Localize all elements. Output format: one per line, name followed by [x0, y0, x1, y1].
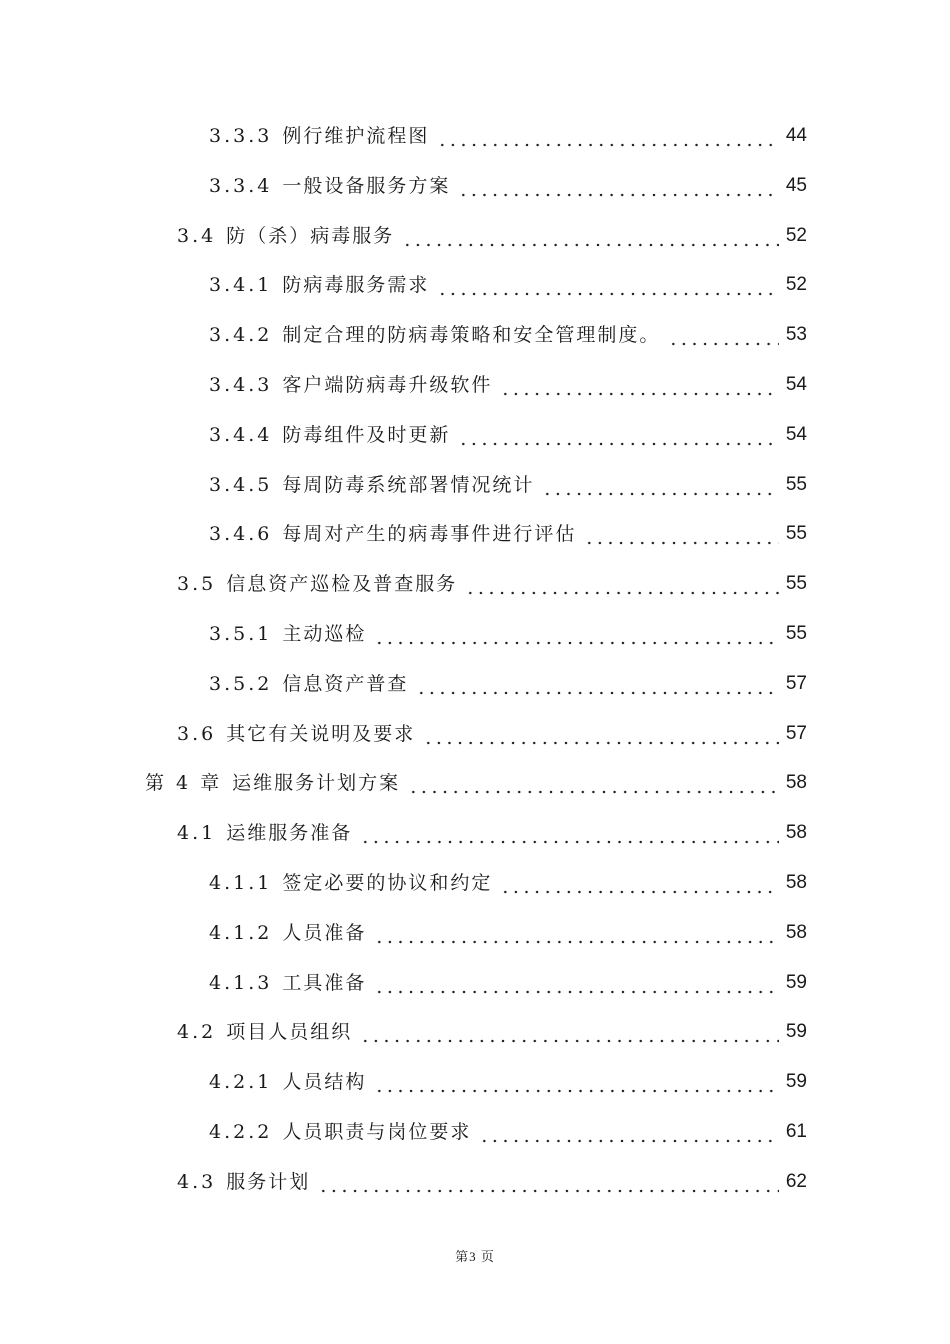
toc-dot-leader	[437, 270, 779, 300]
toc-entry-page-number: 58	[785, 872, 807, 893]
toc-entry-page-number: 62	[785, 1171, 807, 1192]
toc-entry-number: 第 4 章	[145, 772, 223, 794]
toc-entry[interactable]	[145, 768, 807, 798]
toc-dot-leader	[360, 1017, 779, 1047]
toc-entry[interactable]	[209, 669, 807, 699]
toc-entry[interactable]	[177, 719, 807, 749]
toc-entry-page-number: 59	[785, 1071, 807, 1092]
toc-entry-number: 3.4.6	[209, 523, 273, 545]
toc-entry[interactable]	[177, 569, 807, 599]
toc-entry-page-number: 57	[785, 723, 807, 744]
toc-entry-number: 4.1	[177, 822, 217, 844]
toc-entry-title: 项目人员组织	[226, 1021, 353, 1043]
toc-entry-page-number: 58	[785, 772, 807, 793]
toc-entry-title: 签定必要的协议和约定	[282, 872, 493, 894]
toc-entry[interactable]	[177, 818, 807, 848]
toc-entry[interactable]	[177, 221, 807, 251]
toc-entry-number: 3.6	[177, 723, 217, 745]
toc-entry-page-number: 54	[785, 424, 807, 445]
toc-dot-leader	[374, 918, 779, 948]
toc-entry-number: 3.4.5	[209, 474, 273, 496]
toc-entry-title: 人员职责与岗位要求	[282, 1121, 472, 1143]
toc-entry-page-number: 53	[785, 324, 807, 345]
toc-entry[interactable]	[209, 519, 807, 549]
toc-entry-page-number: 59	[785, 1021, 807, 1042]
toc-entry-title: 主动巡检	[282, 623, 367, 645]
toc-entry-title: 防（杀）病毒服务	[226, 225, 395, 247]
toc-entry[interactable]	[209, 420, 807, 450]
toc-entry-title: 人员准备	[282, 922, 367, 944]
toc-entry[interactable]	[177, 1167, 807, 1197]
toc-entry-number: 3.4.4	[209, 424, 273, 446]
toc-dot-leader	[500, 868, 779, 898]
toc-entry-title: 信息资产普查	[282, 673, 409, 695]
toc-entry[interactable]	[209, 171, 807, 201]
toc-entry-page-number: 44	[785, 125, 807, 146]
toc-entry[interactable]	[209, 918, 807, 948]
toc-entry-number: 3.5.2	[209, 673, 273, 695]
toc-entry[interactable]	[209, 619, 807, 649]
toc-entry-number: 3.4	[177, 225, 217, 247]
toc-entry-title: 每周对产生的病毒事件进行评估	[282, 523, 577, 545]
toc-entry-title: 客户端防病毒升级软件	[282, 374, 493, 396]
toc-entry-title: 人员结构	[282, 1071, 367, 1093]
toc-entry[interactable]	[209, 868, 807, 898]
toc-dot-leader	[500, 370, 779, 400]
toc-dot-leader	[402, 221, 779, 251]
toc-entry-title: 制定合理的防病毒策略和安全管理制度。	[282, 324, 661, 346]
toc-entry[interactable]	[209, 1117, 807, 1147]
toc-dot-leader	[374, 619, 779, 649]
toc-entry[interactable]	[209, 1067, 807, 1097]
toc-entry-number: 4.3	[177, 1171, 217, 1193]
toc-entry-title: 工具准备	[282, 972, 367, 994]
toc-entry-page-number: 52	[785, 225, 807, 246]
toc-dot-leader	[408, 768, 779, 798]
toc-entry-title: 运维服务计划方案	[232, 772, 401, 794]
toc-entry-number: 3.4.1	[209, 274, 273, 296]
toc-dot-leader	[437, 121, 779, 151]
toc-entry[interactable]	[209, 270, 807, 300]
toc-entry-page-number: 54	[785, 374, 807, 395]
page-number-label: 第3 页	[455, 1249, 495, 1264]
toc-entry-title: 例行维护流程图	[282, 125, 430, 147]
toc-dot-leader	[458, 171, 779, 201]
toc-dot-leader	[458, 420, 779, 450]
toc-entry-page-number: 52	[785, 274, 807, 295]
toc-entry-title: 其它有关说明及要求	[226, 723, 416, 745]
toc-entry-title: 信息资产巡检及普查服务	[226, 573, 458, 595]
toc-entry-page-number: 55	[785, 623, 807, 644]
toc-entry-number: 3.3.4	[209, 175, 273, 197]
toc-dot-leader	[374, 968, 779, 998]
toc-dot-leader	[423, 719, 779, 749]
toc-entry-page-number: 58	[785, 922, 807, 943]
toc-entry[interactable]	[209, 370, 807, 400]
toc-entry-title: 防毒组件及时更新	[282, 424, 451, 446]
toc-entry[interactable]	[209, 320, 807, 350]
toc-dot-leader	[360, 818, 779, 848]
toc-entry[interactable]	[209, 470, 807, 500]
toc-dot-leader	[668, 320, 779, 350]
toc-entry-number: 3.3.3	[209, 125, 273, 147]
toc-entry-title: 每周防毒系统部署情况统计	[282, 474, 535, 496]
toc-entry-number: 4.2	[177, 1021, 217, 1043]
toc-entry-number: 4.1.1	[209, 872, 273, 894]
toc-dot-leader	[542, 470, 779, 500]
toc-dot-leader	[584, 519, 779, 549]
toc-entry-number: 4.2.1	[209, 1071, 273, 1093]
toc-entry-number: 4.1.3	[209, 972, 273, 994]
toc-entry-page-number: 57	[785, 673, 807, 694]
toc-entry-page-number: 58	[785, 822, 807, 843]
page-footer	[0, 1246, 950, 1265]
toc-dot-leader	[318, 1167, 779, 1197]
toc-entry-page-number: 45	[785, 175, 807, 196]
toc-entry-title: 一般设备服务方案	[282, 175, 451, 197]
toc-entry-number: 4.2.2	[209, 1121, 273, 1143]
toc-dot-leader	[416, 669, 779, 699]
toc-dot-leader	[465, 569, 779, 599]
toc-entry-page-number: 55	[785, 474, 807, 495]
toc-dot-leader	[479, 1117, 779, 1147]
toc-entry-number: 4.1.2	[209, 922, 273, 944]
toc-entry-title: 运维服务准备	[226, 822, 353, 844]
toc-entry-number: 3.4.3	[209, 374, 273, 396]
toc-entry-number: 3.4.2	[209, 324, 273, 346]
toc-entry-title: 防病毒服务需求	[282, 274, 430, 296]
toc-entry[interactable]	[209, 121, 807, 151]
toc-entry-page-number: 61	[785, 1121, 807, 1142]
toc-entry[interactable]	[209, 968, 807, 998]
toc-entry-number: 3.5.1	[209, 623, 273, 645]
toc-entry-title: 服务计划	[226, 1171, 311, 1193]
toc-entry[interactable]	[177, 1017, 807, 1047]
toc-entry-page-number: 55	[785, 573, 807, 594]
toc-entry-page-number: 59	[785, 972, 807, 993]
toc-entry-page-number: 55	[785, 523, 807, 544]
toc-entry-number: 3.5	[177, 573, 217, 595]
toc-dot-leader	[374, 1067, 779, 1097]
